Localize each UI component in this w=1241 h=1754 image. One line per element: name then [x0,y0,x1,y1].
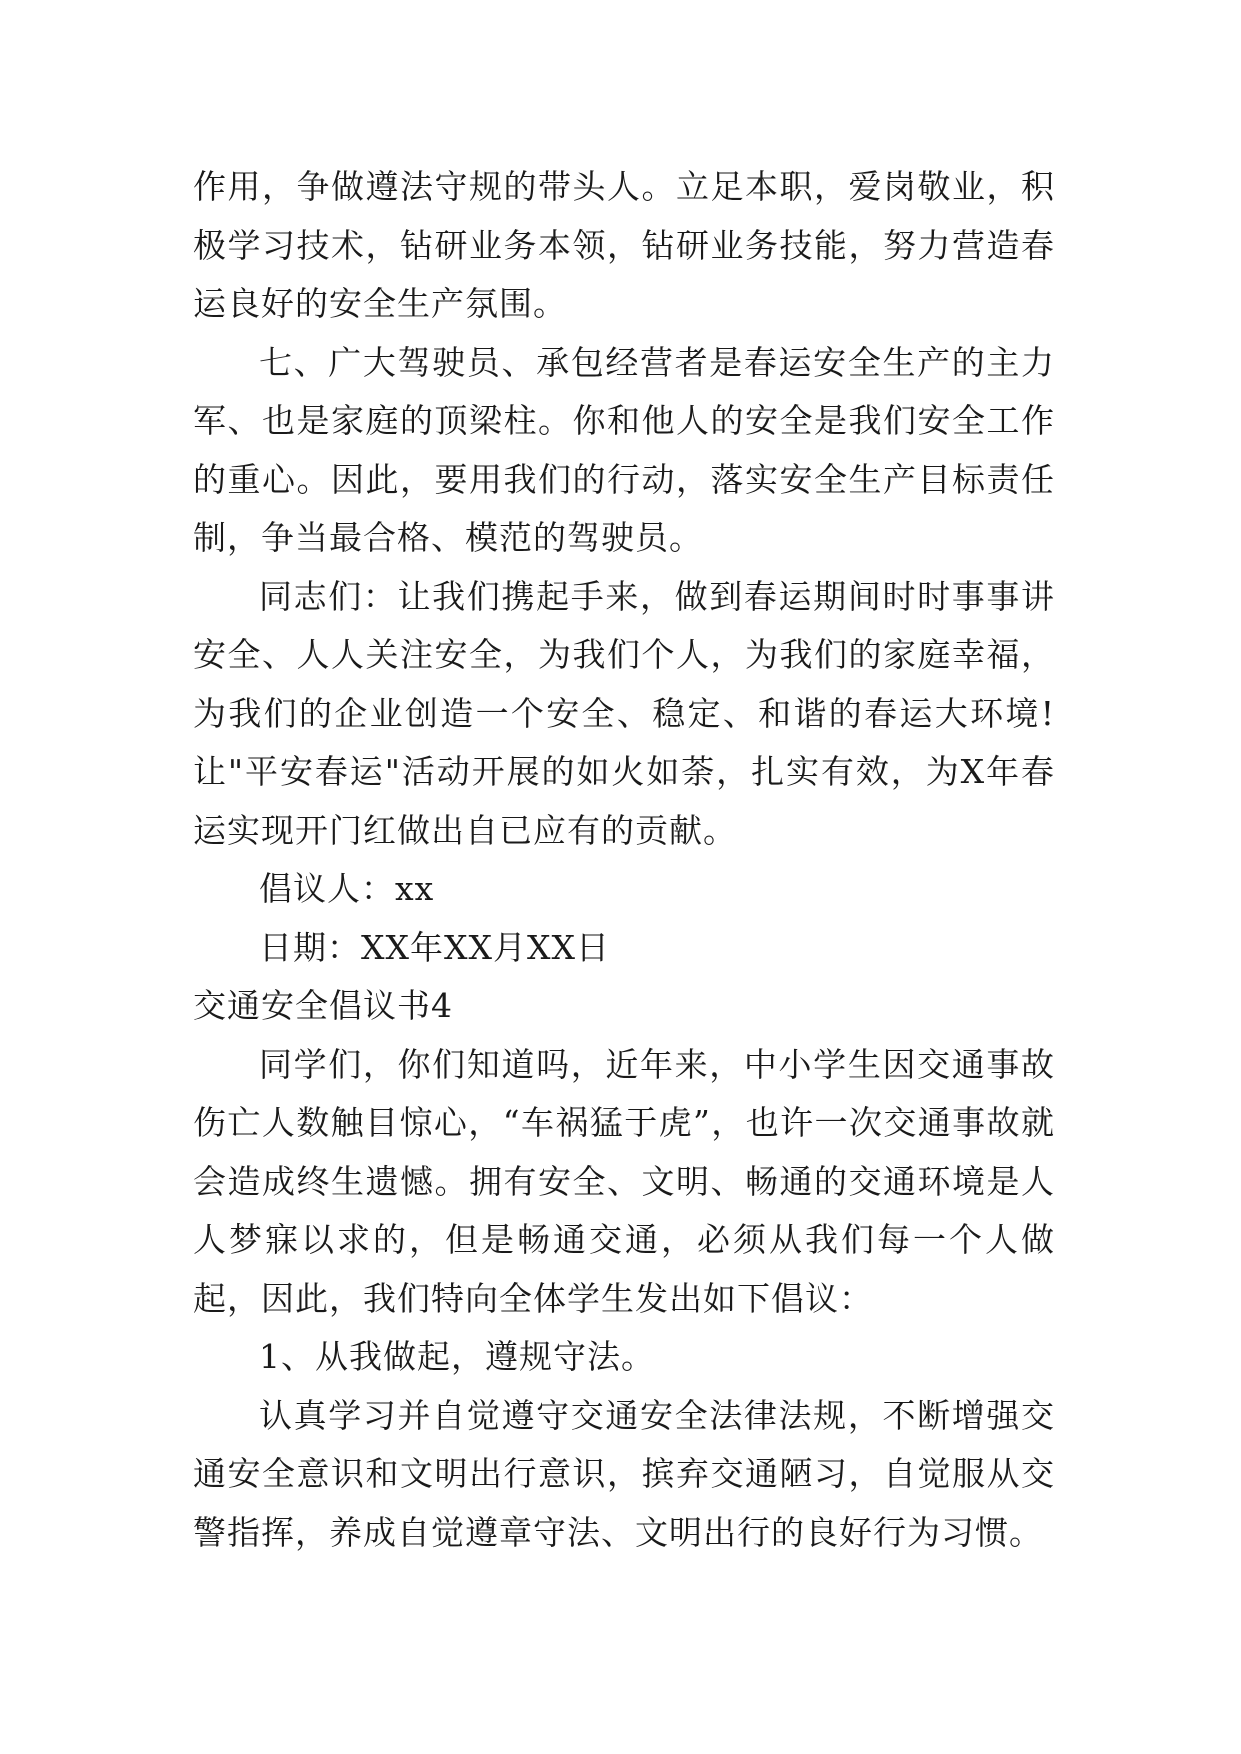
paragraph-item-1-detail: 认真学习并自觉遵守交通安全法律法规，不断增强交通安全意识和文明出行意识，摈弃交通陋习，自觉服从交警指挥，养成自觉遵章守法、文明出行的良好行为习惯。 [193,1395,1055,1552]
paragraph-duty-continued: 作用，争做遵法守规的带头人。立足本职，爱岗敬业，积极学习技术，钻研业务本领，钻研业务技能，努力营造春运良好的安全生产氛围。 [193,167,1055,323]
date-line: 日期：XX年XX月XX日 [259,927,610,967]
paragraph-comrades: 同志们：让我们携起手来，做到春运期间时时事事讲安全、人人关注安全，为我们个人，为我们的家庭幸福，为我们的企业创造一个安全、稳定、和谐的春运大环境!让"平安春运"活动开展的如火如荼，扎实有效，为X年春运实现开门红做出自已应有的贡献。 [193,576,1055,850]
initiator-line: 倡议人：xx [259,869,435,908]
paragraph-item-1: 1、从我做起，遵规守法。 [259,1337,655,1376]
document-body [193,158,1055,1562]
section-heading: 交通安全倡议书4 [193,986,453,1025]
paragraph-drivers: 七、广大驾驶员、承包经营者是春运安全生产的主力军、也是家庭的顶梁柱。你和他人的安全是我们安全工作的重心。因此，要用我们的行动，落实安全生产目标责任制，争当最合格、模范的驾驶员。 [193,342,1055,557]
paragraph-students-intro: 同学们，你们知道吗，近年来，中小学生因交通事故伤亡人数触目惊心，“车祸猛于虎”，也许一次交通事故就会造成终生遗憾。拥有安全、文明、畅通的交通环境是人人梦寐以求的，但是畅通交通，必须从我们每一个人做起，因此，我们特向全体学生发出如下倡议： [193,1044,1055,1318]
